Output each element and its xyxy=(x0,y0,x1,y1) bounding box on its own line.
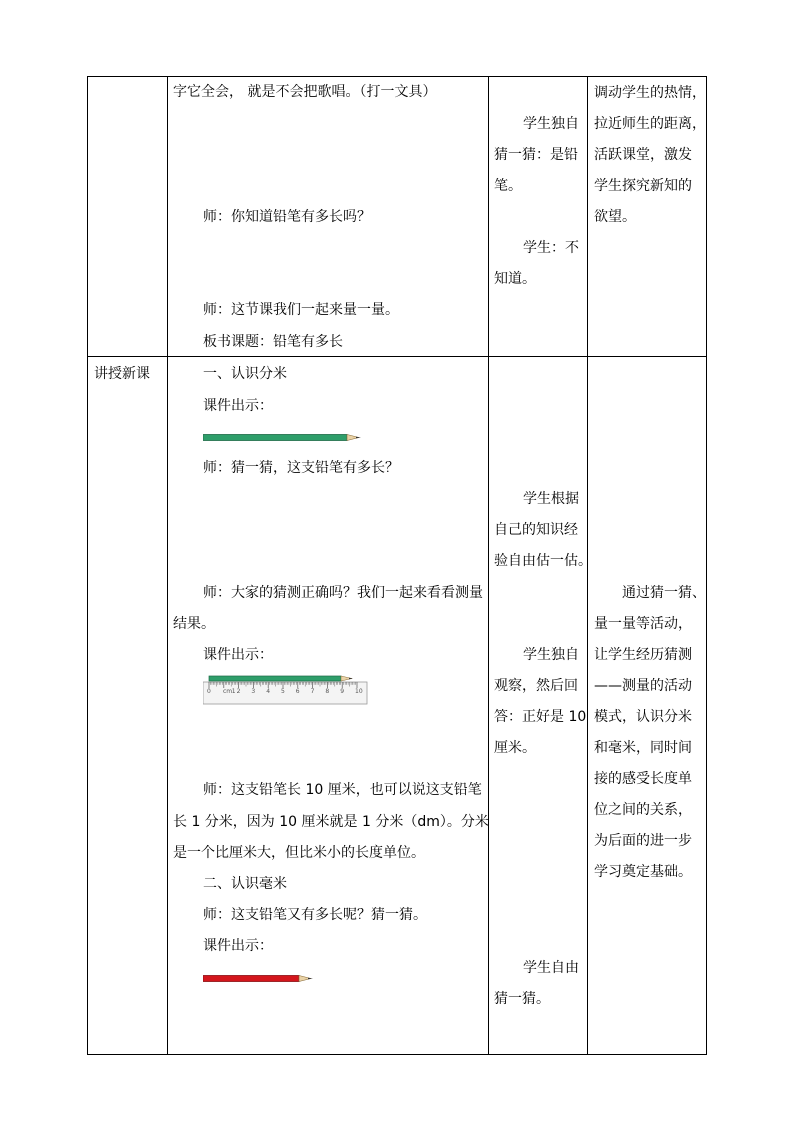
ruler-tick-label: 5 xyxy=(281,688,285,695)
ruler-tick-label: 6 xyxy=(295,688,300,695)
teach-design-4: ——测量的活动 xyxy=(594,678,692,694)
ruler-tick-label: 10 xyxy=(355,688,363,695)
decimeter-expl-line-2: 长 1 分米，因为 10 厘米就是 1 分米（dm）。分米 xyxy=(173,814,489,830)
decimeter-expl-line-1: 师：这支铅笔长 10 厘米，也可以说这支铅笔 xyxy=(203,782,482,798)
ruler-tick-label: 9 xyxy=(340,688,345,695)
ruler-tick-label: 1 xyxy=(231,688,236,695)
ruler-unit-label: cm xyxy=(223,688,233,695)
measure-together: 师：这节课我们一起来量一量。 xyxy=(203,302,399,318)
table-border-right xyxy=(706,76,707,1055)
student-observe-4: 厘米。 xyxy=(494,740,536,756)
decimeter-expl-line-3: 是一个比厘米大，但比米小的长度单位。 xyxy=(173,845,425,861)
guess-pencil-length-2: 师：这支铅笔又有多长呢？猜一猜。 xyxy=(203,907,427,923)
table-border-left xyxy=(87,76,88,1055)
heading-decimeter: 一、认识分米 xyxy=(203,366,287,382)
ruler-tick-label: 7 xyxy=(310,688,315,695)
ruler-tick-label: 0 xyxy=(207,688,211,695)
teach-design-9: 为后面的进一步 xyxy=(594,833,692,849)
teach-design-3: 让学生经历猜测 xyxy=(594,647,692,663)
courseware-show-3: 课件出示： xyxy=(203,938,273,954)
teach-design-1: 通过猜一猜、 xyxy=(622,585,706,601)
ruler-tick-label: 3 xyxy=(251,688,256,695)
student-estimate-2: 自己的知识经 xyxy=(494,522,578,538)
check-guess-line-1: 师：大家的猜测正确吗？我们一起来看看测量 xyxy=(203,585,483,601)
design-intent-5: 欲望。 xyxy=(594,209,636,225)
ruler-tick-label: 8 xyxy=(325,688,330,695)
teach-design-7: 接的感受长度单 xyxy=(594,771,692,787)
student-answer-1: 学生：不 xyxy=(523,240,579,256)
student-observe-1: 学生独自 xyxy=(523,647,579,663)
student-estimate-3: 验自由估一估。 xyxy=(494,553,592,569)
question-length: 师：你知道铅笔有多长吗？ xyxy=(203,209,371,225)
table-border-bottom xyxy=(87,1054,707,1055)
student-free-guess-1: 学生自由 xyxy=(523,960,579,976)
student-guess-1: 学生独自 xyxy=(523,116,579,132)
green-pencil-image xyxy=(203,433,363,443)
student-free-guess-2: 猜一猜。 xyxy=(494,991,550,1007)
check-guess-line-2: 结果。 xyxy=(173,616,215,632)
ruler-tick-label: 2 xyxy=(236,688,241,695)
riddle-text: 字它全会， 就是不会把歌唱。（打一文具） xyxy=(173,84,437,100)
teach-design-6: 和毫米，同时间 xyxy=(594,740,692,756)
guess-pencil-length: 师：猜一猜，这支铅笔有多长？ xyxy=(203,460,399,476)
design-intent-3: 活跃课堂，激发 xyxy=(594,147,692,163)
teach-design-8: 位之间的关系， xyxy=(594,802,692,818)
pencil-ruler-image xyxy=(203,674,369,706)
design-intent-2: 拉近师生的距离， xyxy=(594,116,706,132)
student-observe-3: 答：正好是 10 xyxy=(494,709,587,725)
teach-design-10: 学习奠定基础。 xyxy=(594,864,692,880)
student-guess-3: 笔。 xyxy=(494,178,522,194)
col-divider-1 xyxy=(167,76,168,1055)
teach-design-2: 量一量等活动， xyxy=(594,616,692,632)
student-guess-2: 猜一猜：是铅 xyxy=(494,147,578,163)
design-intent-4: 学生探究新知的 xyxy=(594,178,692,194)
design-intent-1: 调动学生的热情， xyxy=(594,85,706,101)
col-divider-2 xyxy=(488,76,489,1055)
board-title: 板书课题：铅笔有多长 xyxy=(203,334,343,350)
red-pencil-image xyxy=(203,974,315,984)
courseware-show-1: 课件出示： xyxy=(203,398,273,414)
heading-millimeter: 二、认识毫米 xyxy=(203,876,287,892)
student-estimate-1: 学生根据 xyxy=(523,491,579,507)
row-divider xyxy=(87,356,707,357)
section-label: 讲授新课 xyxy=(94,366,150,382)
table-border-top xyxy=(87,76,707,77)
student-observe-2: 观察，然后回 xyxy=(494,678,578,694)
courseware-show-2: 课件出示： xyxy=(203,647,273,663)
ruler-tick-label: 4 xyxy=(266,688,271,695)
teach-design-5: 模式，认识分米 xyxy=(594,709,692,725)
student-answer-2: 知道。 xyxy=(494,271,536,287)
